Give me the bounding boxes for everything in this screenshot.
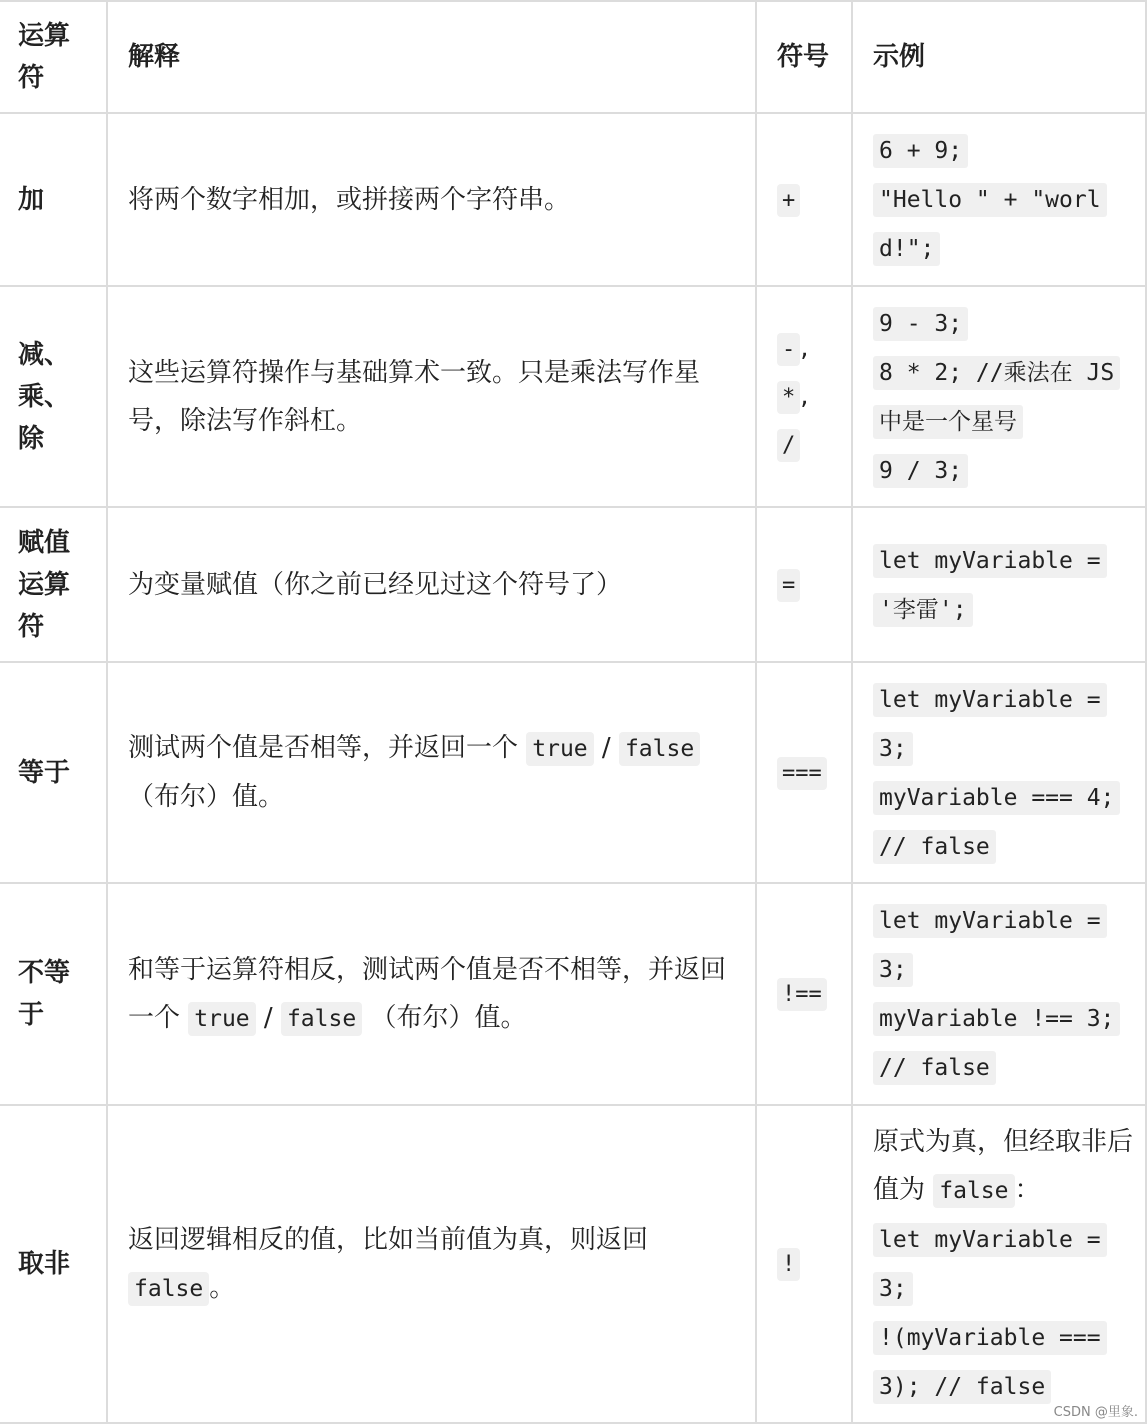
example-code: // false [873, 830, 996, 864]
operator-name: 等于 [0, 662, 107, 883]
operator-name: 减、乘、除 [0, 286, 107, 507]
table-row [0, 662, 1146, 883]
example-code: 9 / 3; [873, 454, 968, 488]
inline-code: false [933, 1174, 1014, 1208]
explanation-text: 为变量赋值（你之前已经见过这个符号了） [128, 569, 623, 600]
operator-name: 取非 [0, 1105, 107, 1423]
table-body [0, 113, 1146, 1423]
example-code: 6 + 9; [873, 134, 968, 168]
explanation-text: / [593, 733, 619, 763]
operator-symbol [756, 883, 852, 1105]
operator-symbol [756, 286, 852, 507]
symbol-code: ! [777, 1248, 800, 1281]
operator-name: 加 [0, 113, 107, 286]
explanation-text: / [255, 1002, 281, 1033]
operator-symbol [756, 113, 852, 286]
explanation-text: （布尔）值。 [362, 1002, 527, 1033]
operator-explanation [107, 507, 756, 662]
example-code: myVariable === 4; [873, 781, 1120, 815]
symbol-code: - [777, 333, 800, 366]
operator-symbol [756, 662, 852, 883]
symbol-code: === [777, 757, 827, 790]
symbol-code: / [777, 429, 800, 462]
inline-code: false [619, 732, 700, 766]
operator-example [852, 883, 1146, 1105]
symbol-separator: , [800, 332, 809, 363]
explanation-text: 返回逻辑相反的值，比如当前值为真，则返回 [128, 1224, 649, 1255]
example-code: !(myVariable === 3); // false [873, 1321, 1107, 1404]
symbol-code: !== [777, 978, 827, 1011]
example-code: "Hello " + "world!"; [873, 183, 1107, 266]
operator-explanation [107, 1105, 756, 1423]
operator-name: 赋值运算符 [0, 507, 107, 662]
table-row [0, 286, 1146, 507]
symbol-code: * [777, 381, 800, 414]
example-code: 8 * 2; //乘法在 JS 中是一个星号 [873, 356, 1120, 439]
table-row [0, 883, 1146, 1105]
explanation-text: 这些运算符操作与基础算术一致。只是乘法写作星号，除法写作斜杠。 [128, 357, 701, 436]
example-code: myVariable !== 3; [873, 1002, 1120, 1036]
example-code: // false [873, 1051, 996, 1085]
table-row [0, 507, 1146, 662]
example-text: ： [1014, 1174, 1041, 1205]
header-explanation: 解释 [107, 1, 756, 113]
operator-explanation [107, 662, 756, 883]
operator-symbol [756, 507, 852, 662]
example-code: 9 - 3; [873, 307, 968, 341]
operator-example [852, 1105, 1146, 1423]
operator-explanation [107, 113, 756, 286]
explanation-text: 将两个数字相加，或拼接两个字符串。 [128, 184, 571, 215]
watermark: CSDN @里象. [1053, 1405, 1138, 1420]
operator-symbol [756, 1105, 852, 1423]
inline-code: false [128, 1272, 209, 1306]
inline-code: true [526, 732, 593, 766]
table-row [0, 1105, 1146, 1423]
example-code: let myVariable = 3; [873, 904, 1107, 987]
operator-example [852, 507, 1146, 662]
operator-example [852, 286, 1146, 507]
example-code: let myVariable = 3; [873, 1223, 1107, 1306]
header-row [0, 1, 1146, 113]
explanation-text: 。 [209, 1272, 236, 1303]
explanation-text: （布尔）值。 [128, 782, 285, 812]
operator-example [852, 662, 1146, 883]
example-code: let myVariable = 3; [873, 683, 1107, 766]
header-symbol: 符号 [756, 1, 852, 113]
table-row [0, 113, 1146, 286]
operator-example [852, 113, 1146, 286]
operator-name: 不等于 [0, 883, 107, 1105]
example-text: 原式为真，但经取非后值为 [873, 1126, 1134, 1205]
header-example: 示例 [852, 1, 1146, 113]
symbol-separator: , [800, 380, 809, 411]
example-code: let myVariable = '李雷'; [873, 544, 1107, 627]
header-operator: 运算符 [0, 1, 107, 113]
symbol-code: = [777, 569, 800, 602]
inline-code: false [281, 1002, 362, 1036]
inline-code: true [188, 1002, 255, 1036]
symbol-code: + [777, 184, 800, 217]
explanation-text: 测试两个值是否相等，并返回一个 [128, 733, 527, 763]
operator-explanation [107, 286, 756, 507]
explanation-text: 和等于运算符相反，测试两个值是否不相等，并返回一个 [128, 954, 727, 1033]
operator-explanation [107, 883, 756, 1105]
